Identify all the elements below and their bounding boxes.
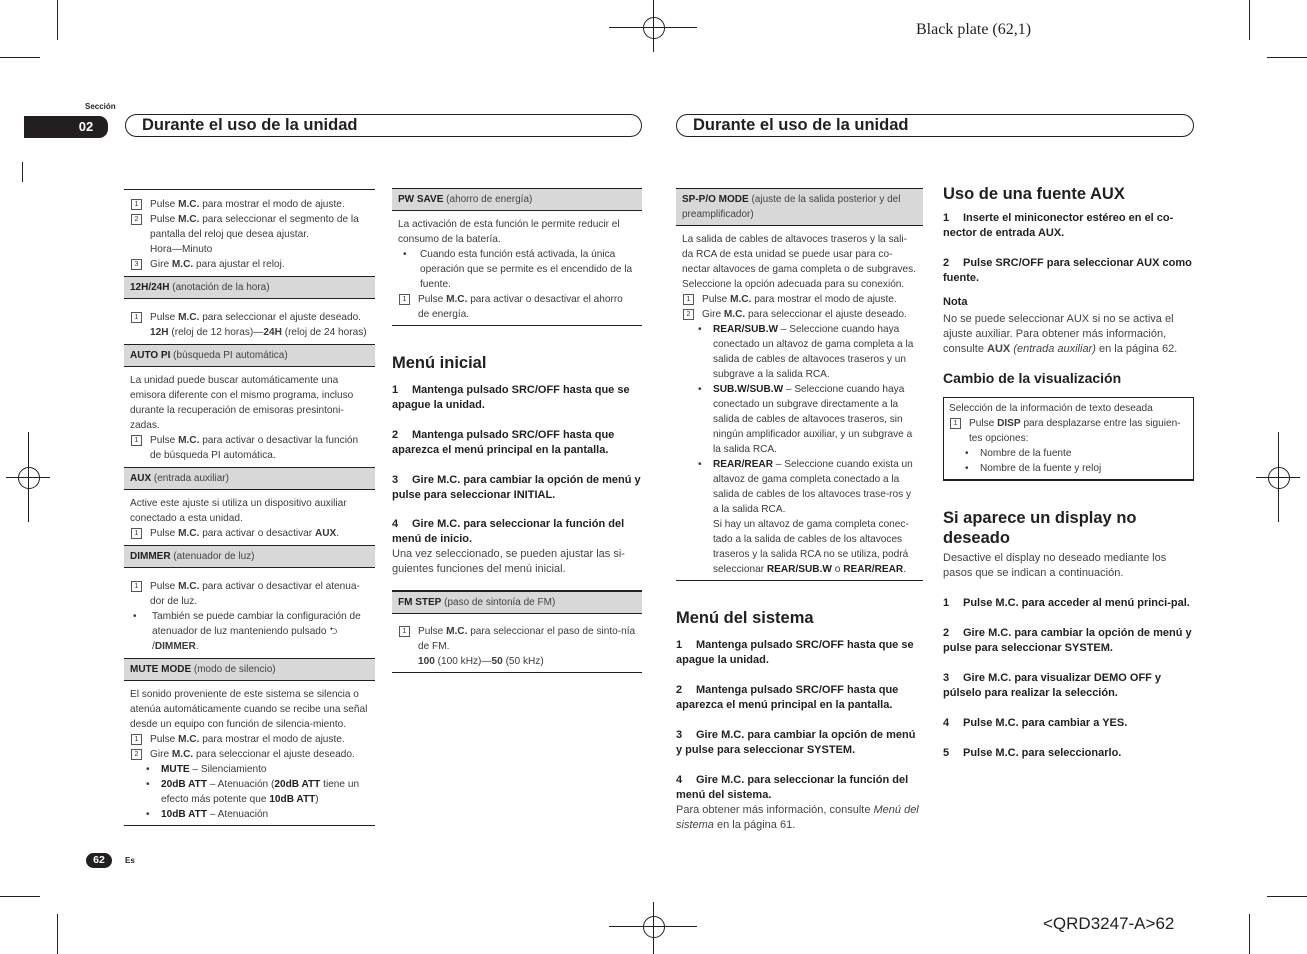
note-label: Nota (943, 296, 968, 308)
menu-inicial-title: Menú inicial (392, 354, 487, 372)
step-3: 3 Gire M.C. para cambiar la opción de menú y pulse para seleccionar SYSTEM. (676, 729, 916, 756)
column-1 (124, 189, 375, 826)
language-label: Es (125, 856, 135, 865)
header-left: Durante el uso de la unidad (125, 114, 642, 137)
mute-option: • MUTE – Silenciamiento (146, 764, 267, 775)
step-1: 1 Pulse M.C. para mostrar el modo de ajuste. (130, 732, 369, 747)
step-1: 1 Inserte el miniconector estéreo en el co-nector de entrada AUX. (943, 212, 1174, 239)
setting-header-auto-pi: AUTO PI (búsqueda PI automática) (124, 344, 375, 367)
setting-header-mute-mode: MUTE MODE (modo de silencio) (124, 658, 375, 681)
step-3: 3 Gire M.C. para cambiar la opción de menú y pulse para seleccionar INITIAL. (392, 474, 641, 501)
step-4: 4 Pulse M.C. para cambiar a YES. (943, 717, 1128, 729)
dimmer-bullet: • También se puede cambiar la configuración de atenuador de luz manteniendo pulsado ⮌ /DIMMER. (133, 611, 361, 652)
column-4 (943, 184, 1194, 761)
section-number: 02 (24, 116, 108, 138)
step-1: 1 Pulse M.C. para mostrar el modo de ajuste. (682, 292, 917, 307)
step-2: 2 Pulse SRC/OFF para seleccionar AUX como fuente. (943, 257, 1192, 284)
display-no-deseado-title: Si aparece un display no deseado (943, 509, 1137, 547)
step-1: 1 Pulse M.C. para activar o desactivar el ahorro de energía. (398, 292, 636, 322)
mute-text: El sonido proveniente de este sistema se silencia o atenúa automáticamente cuando se recibe una señal desde un equipo con función de silencia-miento. (130, 689, 368, 730)
box-heading: Selección de la información de texto deseada (949, 403, 1153, 414)
clock-steps (124, 189, 375, 276)
sp-option: • REAR/REAR – Seleccione cuando exista un altavoz de gama completa conectado a la salida de cables de los altavoces trase-ros y a la salida RCA. Si hay un altavoz de gama completa conec-tado a la salida de cables de los altavoces traseros y la salida RCA no se utiliza, podrá seleccionar REAR/SUB.W o REAR/REAR. (698, 459, 913, 575)
setting-header-12h24h: 12H/24H (anotación de la hora) (124, 276, 375, 299)
section-label: Sección (85, 102, 116, 111)
column-2 (392, 188, 642, 673)
setting-header-sp-po-mode: SP-P/O MODE (ajuste de la salida posterior y del preamplificador) (676, 188, 923, 226)
mute-option: • 20dB ATT – Atenuación (20dB ATT tiene un efecto más potente que 10dB ATT) (146, 779, 360, 805)
auto-pi-text: La unidad puede buscar automáticamente una emisora diferente con el mismo programa, incluso durante la recuperación de emisoras presintoni-zadas. (130, 375, 354, 431)
step-1: 1 Pulse M.C. para seleccionar el paso de sinto-nía de FM. 100 (100 kHz)—50 (50 kHz) (398, 624, 636, 669)
step-3: 3 Gire M.C. para visualizar DEMO OFF y púlselo para realizar la selección. (943, 672, 1162, 699)
step-1: 1 Pulse DISP para desplazarse entre las siguien-tes opciones: (949, 416, 1188, 446)
pw-save-bullet: • Cuando esta función está activada, la única operación que se permite es el encendido de la fuente. (403, 249, 633, 290)
step-4-detail: Una vez seleccionado, se pueden ajustar las si-guientes funciones del menú inicial. (392, 548, 625, 575)
header-right: Durante el uso de la unidad (676, 114, 1194, 137)
setting-header-dimmer: DIMMER (atenuador de luz) (124, 545, 375, 568)
step-1: 1 Pulse M.C. para mostrar el modo de ajuste. (130, 197, 369, 212)
step-3: 3 Gire M.C. para ajustar el reloj. (130, 257, 369, 272)
setting-header-pw-save: PW SAVE (ahorro de energía) (392, 188, 642, 211)
step-1: 1 Pulse M.C. para acceder al menú princi-pal. (943, 597, 1190, 609)
display-no-deseado-text: Desactive el display no deseado mediante los pasos que se indican a continuación. (943, 552, 1167, 579)
cambio-visualizacion-title: Cambio de la visualización (943, 370, 1122, 386)
step-2: 2 Gire M.C. para seleccionar el ajuste deseado. (682, 307, 917, 322)
step-2: 2 Pulse M.C. para seleccionar el segmento de la pantalla del reloj que desea ajustar. Hora—Minuto (130, 212, 369, 257)
step-4: 4 Gire M.C. para seleccionar la función del menú de inicio. (392, 518, 625, 545)
column-3 (676, 188, 923, 833)
step-5: 5 Pulse M.C. para seleccionarlo. (943, 747, 1122, 759)
step-4: 4 Gire M.C. para seleccionar la función del menú del sistema. (676, 774, 909, 801)
return-arrow-icon: ⮌ (329, 626, 338, 637)
plate-label: Black plate (62,1) (916, 21, 1032, 38)
display-option: • Nombre de la fuente y reloj (965, 463, 1102, 474)
note-text: No se puede seleccionar AUX si no se activa el ajuste auxiliar. Para obtener más información, consulte AUX (entrada auxiliar) en la página 62. (943, 313, 1178, 355)
sp-option: • REAR/SUB.W – Seleccione cuando haya conectado un altavoz de gama completa a la salida de cables de altavoces traseros y un subgrave a la salida RCA. (698, 324, 914, 380)
step-4-detail: Para obtener más información, consulte Menú del sistema en la página 61. (676, 804, 919, 831)
mute-option: • 10dB ATT – Atenuación (146, 809, 269, 820)
step-1: 1 Pulse M.C. para seleccionar el ajuste deseado. 12H (reloj de 12 horas)—24H (reloj de 24 horas) (130, 310, 369, 340)
step-1: 1 Pulse M.C. para activar o desactivar el atenua-dor de luz. (130, 579, 369, 609)
setting-header-aux: AUX (entrada auxiliar) (124, 467, 375, 490)
display-box (943, 397, 1194, 481)
step-2: 2 Gire M.C. para cambiar la opción de menú y pulse para seleccionar SYSTEM. (943, 627, 1192, 654)
step-2: 2 Mantenga pulsado SRC/OFF hasta que aparezca el menú principal en la pantalla. (676, 684, 899, 711)
sp-po-text: La salida de cables de altavoces traseros y la sali-da RCA de esta unidad se puede usar para co-nectar altavoces de gama completa o de subgraves. Seleccione la opción adecuada para su conexión. (682, 234, 916, 290)
step-1: 1 Pulse M.C. para activar o desactivar AUX. (130, 526, 369, 541)
step-2: 2 Gire M.C. para seleccionar el ajuste deseado. (130, 747, 369, 762)
menu-sistema-title: Menú del sistema (676, 609, 814, 627)
sp-option: • SUB.W/SUB.W – Seleccione cuando haya conectado un subgrave directamente a la salida de cables de altavoces traseros, sin ningún amplificador auxiliar, y un subgrave a la salida RCA. (698, 384, 913, 455)
step-2: 2 Mantenga pulsado SRC/OFF hasta que aparezca el menú principal en la pantalla. (392, 429, 615, 456)
uso-aux-title: Uso de una fuente AUX (943, 185, 1125, 203)
step-1: 1 Pulse M.C. para activar o desactivar la función de búsqueda PI automática. (130, 433, 369, 463)
document-code: <QRD3247-A>62 (1043, 914, 1175, 933)
aux-text: Active este ajuste si utiliza un dispositivo auxiliar conectado a esta unidad. (130, 498, 347, 524)
page-number: 62 (86, 853, 112, 868)
pw-save-text: La activación de esta función le permite reducir el consumo de la batería. (398, 219, 620, 245)
display-option: • Nombre de la fuente (965, 448, 1072, 459)
step-1: 1 Mantenga pulsado SRC/OFF hasta que se apague la unidad. (676, 639, 914, 666)
setting-header-fm-step: FM STEP (paso de sintonía de FM) (392, 590, 642, 614)
step-1: 1 Mantenga pulsado SRC/OFF hasta que se apague la unidad. (392, 384, 630, 411)
